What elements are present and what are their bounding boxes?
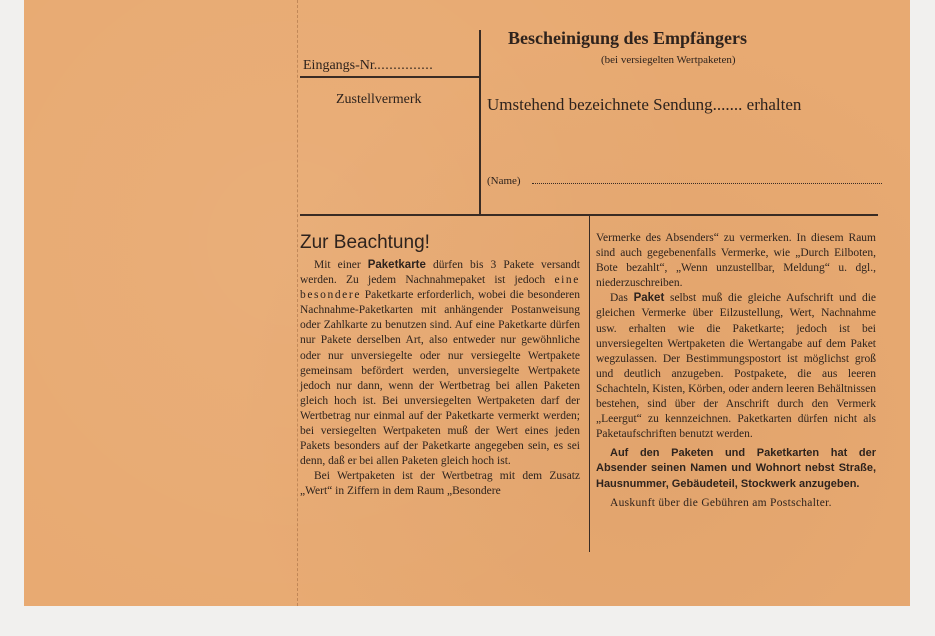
box-vertical-divider — [479, 30, 481, 216]
parcel-card — [24, 0, 910, 606]
certificate-subtitle: (bei versiegelten Wertpaketen) — [601, 54, 736, 66]
left-paragraph-1: Mit einer Paketkarte dürfen bis 3 Pakete versandt werden. Zu jedem Nachnahmepaket ist jedoch eine besondere Paketkarte erforderlich, wobei die besonderen Nachnahme-Paketkarten mit anhängender Postanweisung oder Zahlkarte zu benutzen sind. Auf eine Paketkarte dürfen nur Pakete derselben Art, also entweder nur gewöhnliche oder nur unversiegelte oder nur versiegelte Wertpakete gemeinsam befördert werden, unversiegelte Wertpakete jedoch nur dann, wenn der Wertbetrag bei allen Paketen gleich hoch ist. Bei unversiegelten Wertpaketen darf der Wertbetrag nur einmal auf der Paketkarte vermerkt werden; bei versiegelten Wertpaketen muß der Wert eines jeden Pakets besonders auf der Paketkarte angegeben sein, es sei denn, daß er bei allen Paketen gleich hoch ist. — [300, 259, 580, 468]
notice-left-column — [300, 258, 580, 500]
eingangs-underline — [300, 76, 480, 78]
certificate-title: Bescheinigung des Empfängers — [508, 28, 748, 48]
left-paragraph-2: Bei Wertpaketen ist der Wertbetrag mit dem Zusatz „Wert“ in Ziffern in dem Raum „Besondere — [300, 470, 580, 498]
right-paragraph-4: Auskunft über die Gebühren am Postschalter. — [610, 496, 832, 509]
perforation-line — [297, 0, 298, 606]
right-paragraph-1: Vermerke des Absenders“ zu vermerken. In diesem Raum sind auch gegebenenfalls Vermerke, wie „Durch Eilboten, Bote bezahlt“, „Wenn unzustellbar, Meldung“ u. dgl., niederzuschreiben. — [596, 232, 876, 290]
name-dotted-line — [532, 183, 882, 184]
column-divider — [589, 216, 590, 552]
notice-heading: Zur Beachtung! — [300, 232, 430, 253]
eingangs-nr-label: Eingangs-Nr............... — [303, 58, 434, 73]
right-paragraph-3: Auf den Paketen und Paketkarten hat der Absender seinen Namen und Wohnort nebst Straße, Hausnummer, Gebäudeteil, Stockwerk anzugeben. — [596, 447, 876, 490]
right-paragraph-2: Das Paket selbst muß die gleiche Aufschrift und die gleichen Vermerke über Eilzustellung, Wert, Nachnahme usw. erhalten wie die Paketkarte; jedoch ist bei unversiegelten Wertpaketen die Wertangabe auf dem Paket wegzulassen. Der Bestimmungspostort ist möglichst groß und deutlich anzugeben. Postpakete, die aus leeren Schachteln, Kisten, Körben, oder andern leeren Behältnissen bestehen, sind über der Anschrift durch den Vermerk „Leergut“ zu kennzeichnen. Paketkarten dürfen nicht als Paketaufschriften benutzt werden. — [596, 292, 876, 441]
certificate-statement: Umstehend bezeichnete Sendung....... erhalten — [487, 95, 802, 114]
zustellvermerk-label: Zustellvermerk — [336, 92, 422, 107]
name-label: (Name) — [487, 175, 521, 187]
notice-right-column — [596, 231, 876, 511]
